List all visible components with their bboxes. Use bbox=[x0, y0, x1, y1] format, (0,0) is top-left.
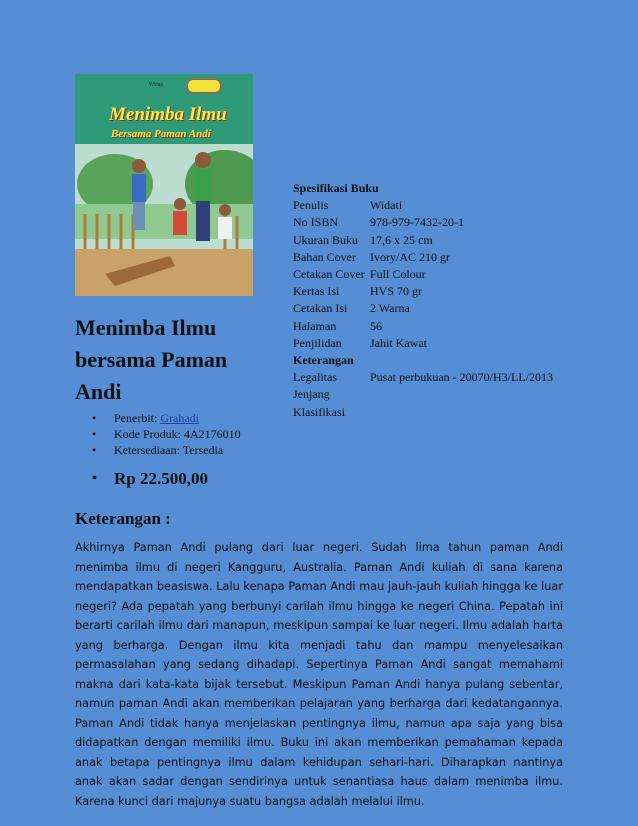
table-row bbox=[293, 266, 553, 283]
table-row bbox=[293, 369, 553, 386]
spec-value: Full Colour bbox=[370, 267, 426, 282]
spec-key: Klasifikasi bbox=[293, 404, 345, 419]
spec-value: Pusat perbukuan - 20070/H3/LL/2013 bbox=[370, 370, 553, 385]
availability: • Ketersediaan: Tersedia bbox=[75, 442, 241, 458]
publisher-label: Penerbit: bbox=[114, 411, 161, 425]
spec-value: 17,6 x 25 cm bbox=[370, 232, 433, 247]
publisher-item bbox=[75, 410, 241, 426]
table-row bbox=[293, 300, 553, 317]
publisher-logo-icon bbox=[187, 79, 221, 93]
table-row bbox=[293, 335, 553, 352]
publisher-link[interactable]: Grahadi bbox=[160, 411, 199, 425]
cover-illustration bbox=[75, 144, 253, 296]
spec-key: Jenjang bbox=[293, 387, 330, 402]
price: • Rp 22.500,00 bbox=[75, 469, 208, 489]
spec-heading: Spesifikasi Buku bbox=[293, 181, 379, 195]
spec-value bbox=[370, 404, 553, 421]
spec-table bbox=[293, 180, 553, 421]
table-row bbox=[293, 318, 553, 335]
product-meta-list bbox=[75, 410, 241, 458]
spec-value: Ivory/AC 210 gr bbox=[370, 249, 450, 264]
spec-value: 978-979-7432-20-1 bbox=[370, 215, 464, 230]
spec-key: No ISBN bbox=[293, 215, 339, 230]
table-row bbox=[293, 232, 553, 249]
spec-value: Widati bbox=[370, 198, 403, 213]
spec-key: Kertas Isi bbox=[293, 284, 340, 299]
table-row bbox=[293, 249, 553, 266]
spec-key: Halaman bbox=[293, 318, 337, 333]
spec-value: 2 Warna bbox=[370, 301, 410, 316]
spec-value: Jahit Kawat bbox=[370, 335, 427, 350]
description-heading: Keterangan : bbox=[75, 509, 171, 528]
cover-title-line1: Menimba Ilmu bbox=[109, 104, 227, 125]
table-row bbox=[293, 214, 553, 231]
table-row bbox=[293, 197, 553, 214]
spec-key: Penulis bbox=[293, 198, 329, 213]
spec-heading-2: Keterangan bbox=[293, 353, 354, 368]
spec-key: Penjilidan bbox=[293, 335, 342, 350]
spec-key: Ukuran Buku bbox=[293, 232, 358, 247]
product-code: • Kode Produk: 4A2176010 bbox=[75, 426, 241, 442]
spec-key: Cetakan Isi bbox=[293, 301, 348, 316]
cover-title-line2: Bersama Paman Andi bbox=[111, 128, 211, 140]
spec-key: Cetakan Cover bbox=[293, 267, 365, 282]
product-title: Menimba Ilmu bersama Paman Andi bbox=[75, 315, 228, 404]
spec-value: 56 bbox=[370, 318, 382, 333]
table-row bbox=[293, 404, 553, 421]
spec-value bbox=[370, 386, 553, 403]
spec-key: Legalitas bbox=[293, 370, 337, 385]
table-row bbox=[293, 283, 553, 300]
description-body: Akhirnya Paman Andi pulang dari luar negeri. Sudah lima tahun paman Andi menimba ilmu di negeri Kangguru, Australia. Paman Andi kuliah di sana karena mendapatkan beasiswa. Lalu kenapa Paman Andi mau jauh-jauh kuliah hingga ke luar negeri? Ada pepatah yang berbunyi carilah ilmu hingga ke negeri China. Pepatah ini berarti carilah ilmu dari manapun, meskipun sampai ke luar negeri. Ilmu adalah harta yang berharga. Dengan ilmu kita menjadi tahu dan mampu menyelesaikan permasalahan yang sedang dihadapi. Sepertinya Paman Andi sangat memahami makna dari kata-kata bijak tersebut. Meskipun Paman Andi hanya pulang sebentar, namun paman Andi akan memberikan pelajaran yang berharga dari kedatangannya. Paman Andi tidak hanya menjelaskan pentingnya ilmu, namun apa saja yang bisa didapatkan dengan memiliki ilmu. Buku ini akan memberikan pemahaman kepada anak betapa pentingnya ilmu dalam kehidupan sehari-hari. Diharapkan nantinya anak akan sadar dengan sendirinya untuk senantiasa haus dalam menimba ilmu. Karena kunci dari majunya suatu bangsa adalah melalui ilmu. bbox=[75, 541, 563, 808]
book-cover-image bbox=[75, 74, 253, 296]
spec-value: HVS 70 gr bbox=[370, 284, 423, 299]
table-row bbox=[293, 386, 553, 403]
cover-author: Widati bbox=[149, 82, 163, 88]
spec-key: Bahan Cover bbox=[293, 249, 356, 264]
